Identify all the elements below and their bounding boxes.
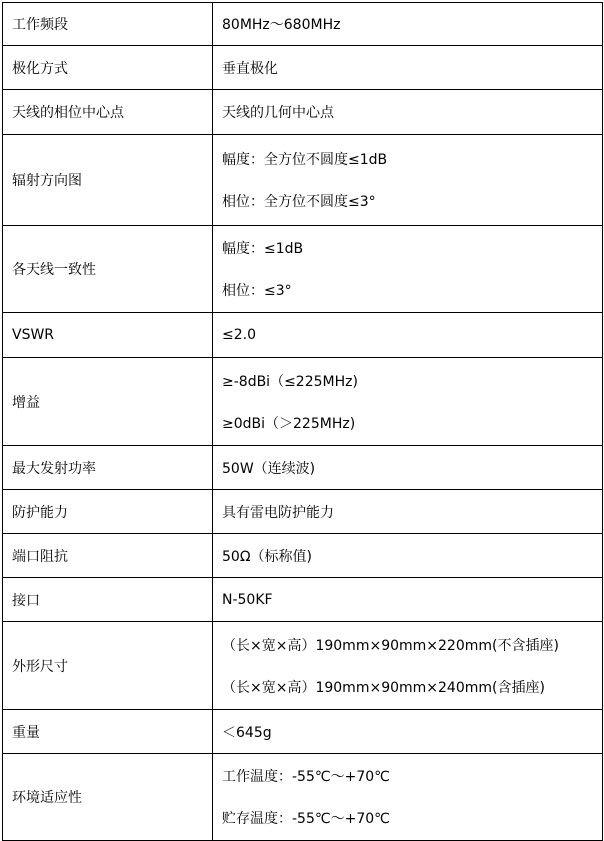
value-line: ＜645g	[222, 724, 272, 741]
table-row	[3, 3, 603, 46]
spec-table	[2, 2, 603, 841]
table-row	[3, 578, 603, 622]
table-row	[3, 490, 603, 534]
row-label: 各天线一致性	[3, 226, 213, 313]
row-value	[213, 622, 603, 710]
table-row	[3, 534, 603, 578]
value-line: 相位：全方位不圆度≤3°	[222, 194, 376, 210]
value-line: 50Ω（标称值)	[222, 548, 312, 565]
table-row	[3, 358, 603, 446]
row-label: 外形尺寸	[3, 622, 213, 710]
row-value	[213, 3, 603, 46]
table-row	[3, 710, 603, 754]
value-line: 贮存温度：-55℃～+70℃	[222, 811, 390, 827]
row-value	[213, 754, 603, 841]
value-line: 相位：≤3°	[222, 283, 292, 299]
table-row	[3, 622, 603, 710]
table-row	[3, 46, 603, 90]
row-value	[213, 313, 603, 358]
table-row	[3, 754, 603, 841]
row-value	[213, 534, 603, 578]
value-line: 工作温度：-55℃～+70℃	[222, 769, 390, 785]
value-line: （长×宽×高）190mm×90mm×220mm(不含插座)	[222, 637, 559, 654]
row-value	[213, 358, 603, 446]
row-label: 防护能力	[3, 490, 213, 534]
row-label: 工作频段	[3, 3, 213, 46]
row-value	[213, 446, 603, 490]
row-label: 接口	[3, 578, 213, 622]
row-label: 天线的相位中心点	[3, 90, 213, 135]
value-line: 具有雷电防护能力	[222, 504, 334, 521]
table-row	[3, 90, 603, 135]
value-line: 幅度：全方位不圆度≤1dB	[222, 152, 388, 168]
value-line: 50W（连续波)	[222, 460, 316, 477]
row-value	[213, 578, 603, 622]
value-line: 天线的几何中心点	[222, 105, 334, 121]
row-label: 增益	[3, 358, 213, 446]
value-line: （长×宽×高）190mm×90mm×240mm(含插座)	[222, 679, 545, 696]
row-value	[213, 710, 603, 754]
value-line: ≤2.0	[222, 327, 256, 343]
row-value	[213, 135, 603, 226]
table-row	[3, 226, 603, 313]
table-row	[3, 313, 603, 358]
row-label: 辐射方向图	[3, 135, 213, 226]
row-value	[213, 226, 603, 313]
row-label: 最大发射功率	[3, 446, 213, 490]
row-value	[213, 490, 603, 534]
table-row	[3, 135, 603, 226]
row-value	[213, 90, 603, 135]
value-line: N-50KF	[222, 591, 273, 608]
row-label: 重量	[3, 710, 213, 754]
value-line: 80MHz～680MHz	[222, 17, 341, 33]
row-value	[213, 46, 603, 90]
row-label: VSWR	[3, 313, 213, 358]
value-line: ≥-8dBi（≤225MHz)	[222, 373, 358, 390]
table-row	[3, 446, 603, 490]
value-line: ≥0dBi（＞225MHz)	[222, 415, 356, 432]
row-label: 端口阻抗	[3, 534, 213, 578]
row-label: 极化方式	[3, 46, 213, 90]
value-line: 幅度：≤1dB	[222, 241, 304, 257]
value-line: 垂直极化	[222, 60, 278, 77]
row-label: 环境适应性	[3, 754, 213, 841]
